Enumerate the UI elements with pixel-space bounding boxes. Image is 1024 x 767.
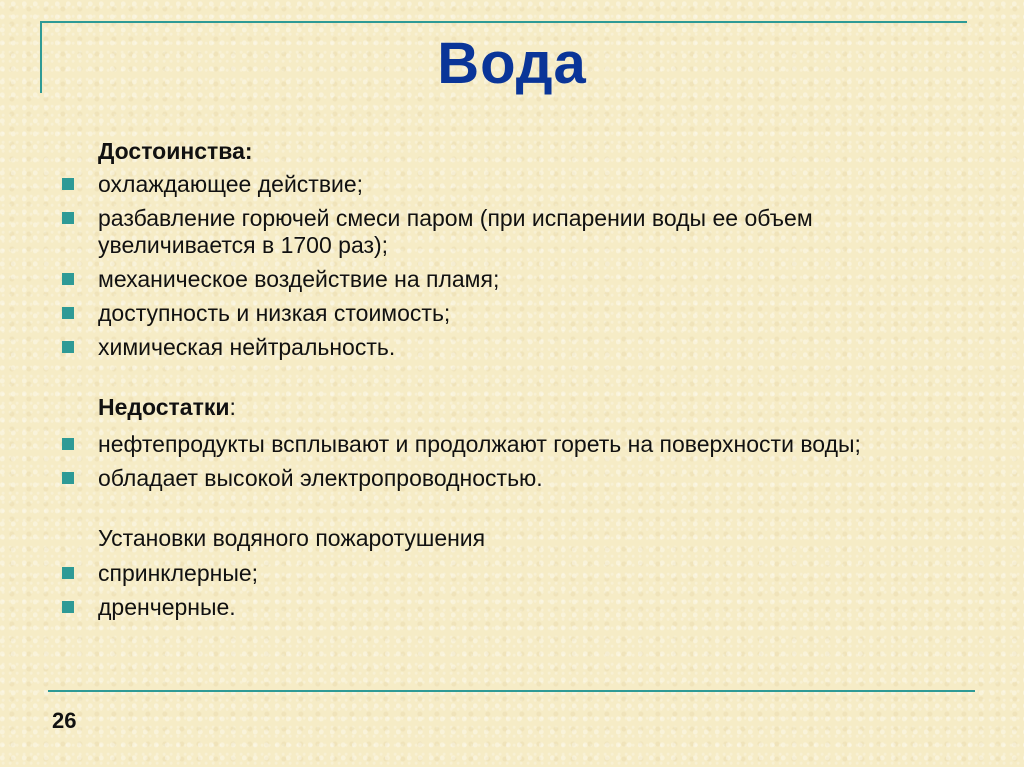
disadvantages-list — [60, 431, 960, 492]
square-bullet-icon — [62, 472, 74, 484]
square-bullet-icon — [62, 341, 74, 353]
square-bullet-icon — [62, 212, 74, 224]
disadvantages-heading: Недостатки: — [98, 394, 236, 420]
list-item: обладает высокой электропроводностью. — [60, 465, 960, 492]
installations-list — [60, 560, 960, 621]
square-bullet-icon — [62, 438, 74, 450]
list-item: нефтепродукты всплывают и продолжают гореть на поверхности воды; — [60, 431, 960, 458]
advantages-heading: Достоинства: — [98, 138, 253, 164]
list-item: спринклерные; — [60, 560, 960, 587]
square-bullet-icon — [62, 178, 74, 190]
slide-content — [60, 138, 960, 621]
list-item: охлаждающее действие; — [60, 171, 960, 198]
square-bullet-icon — [62, 567, 74, 579]
square-bullet-icon — [62, 273, 74, 285]
bottom-divider-line — [48, 690, 975, 692]
list-item: химическая нейтральность. — [60, 334, 960, 361]
square-bullet-icon — [62, 307, 74, 319]
advantages-list — [60, 171, 960, 361]
list-item: разбавление горючей смеси паром (при испарении воды ее объем увеличивается в 1700 раз); — [60, 205, 960, 259]
square-bullet-icon — [62, 601, 74, 613]
slide-title: Вода — [437, 31, 587, 96]
page-number: 26 — [52, 708, 77, 733]
list-item: механическое воздействие на пламя; — [60, 266, 960, 293]
top-divider-line — [40, 21, 967, 23]
installations-heading: Установки водяного пожаротушения — [98, 525, 486, 551]
list-item: доступность и низкая стоимость; — [60, 300, 960, 327]
list-item: дренчерные. — [60, 594, 960, 621]
